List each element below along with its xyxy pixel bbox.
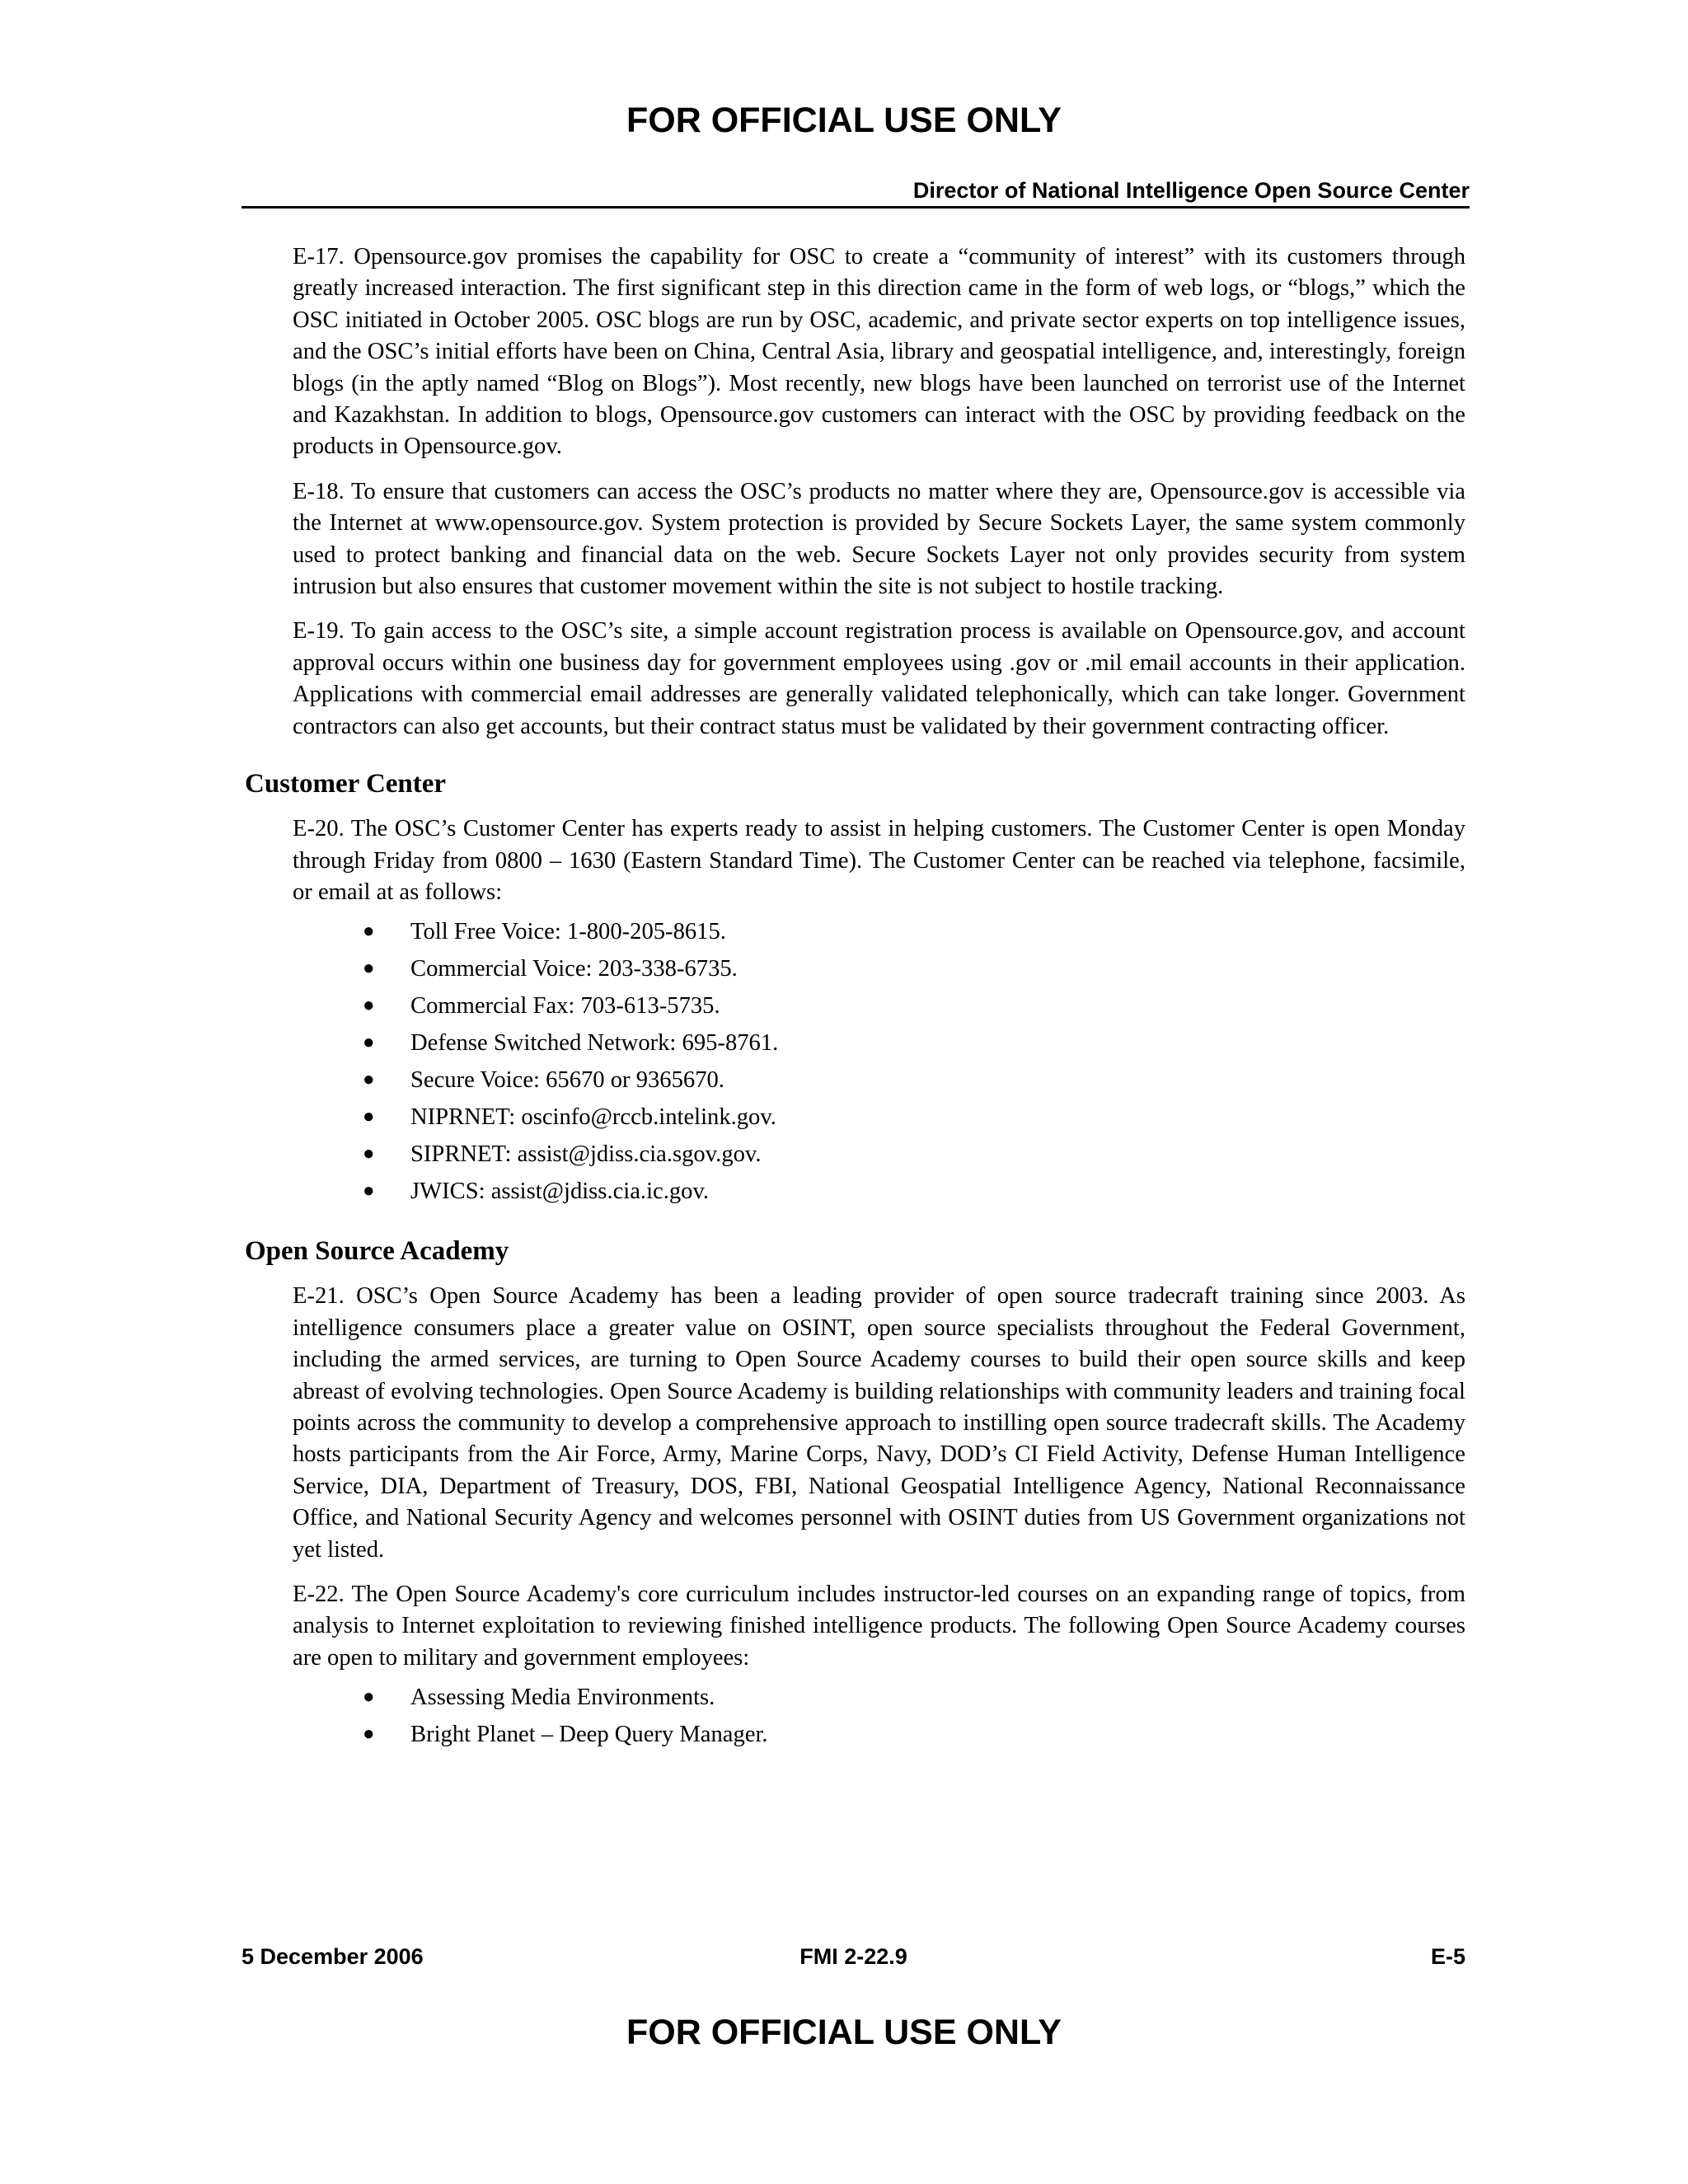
list-item <box>293 1062 1465 1099</box>
footer-page-number: E-5 <box>1430 1944 1465 1969</box>
list-item <box>293 1024 1465 1062</box>
bullet-icon: ● <box>363 1032 375 1054</box>
list-item <box>293 913 1465 950</box>
contact-jwics: JWICS: assist@jdiss.cia.ic.gov. <box>410 1179 710 1205</box>
course-assessing-media: Assessing Media Environments. <box>410 1685 715 1711</box>
list-item <box>293 987 1465 1024</box>
list-item <box>293 1099 1465 1136</box>
course-list <box>293 1679 1465 1753</box>
bullet-icon: ● <box>363 1106 375 1128</box>
classification-banner-top: FOR OFFICIAL USE ONLY <box>626 101 1062 140</box>
contact-toll-free: Toll Free Voice: 1-800-205-8615. <box>410 919 726 945</box>
contact-commercial-voice: Commercial Voice: 203-338-6735. <box>410 956 738 982</box>
running-head: Director of National Intelligence Open Source Center <box>912 178 1470 203</box>
contact-list <box>293 913 1465 1210</box>
list-item <box>293 1173 1465 1210</box>
header-rule <box>241 206 1470 209</box>
paragraph-e21: E-21. OSC’s Open Source Academy has been a leading provider of open source tradecraft training since 2003. As intelligence consumers place a greater value on OSINT, open source specialists throughout the Federal Government, including the armed services, are turning to Open Source Academy courses to build their open source skills and keep abreast of evolving technologies. Open Source Academy is building relationships with community leaders and training focal points across the community to develop a comprehensive approach to instilling open source tradecraft skills. The Academy hosts participants from the Air Force, Army, Marine Corps, Navy, DOD’s CI Field Activity, Defense Human Intelligence Service, DIA, Department of Treasury, DOS, FBI, National Geospatial Intelligence Agency, National Reconnaissance Office, and National Security Agency and welcomes personnel with OSINT duties from US Government organizations not yet listed. <box>293 1283 1465 1563</box>
paragraph-e18: E-18. To ensure that customers can access the OSC’s products no matter where they are, Opensource.gov is accessible via the Internet at www.opensource.gov. System protection is provided by Secure Sockets Layer, the same system commonly used to protect banking and financial data on the web. Secure Sockets Layer not only provides security from system intrusion but also ensures that customer movement within the site is not subject to hostile tracking. <box>293 478 1465 600</box>
footer-doc-id: FMI 2-22.9 <box>799 1944 907 1969</box>
classification-banner-bottom: FOR OFFICIAL USE ONLY <box>626 2013 1062 2052</box>
paragraph-e17: E-17. Opensource.gov promises the capability for OSC to create a “community of interest” with its customers through greatly increased interaction. The first significant step in this direction came in the form of web logs, or “blogs,” which the OSC initiated in October 2005. OSC blogs are run by OSC, academic, and private sector experts on top intelligence issues, and the OSC’s initial efforts have been on China, Central Asia, library and geospatial intelligence, and, interestingly, foreign blogs (in the aptly named “Blog on Blogs”). Most recently, new blogs have been launched on terrorist use of the Internet and Kazakhstan. In addition to blogs, Opensource.gov customers can interact with the OSC by providing feedback on the products in Opensource.gov. <box>293 244 1465 460</box>
contact-dsn: Defense Switched Network: 695-8761. <box>410 1030 779 1057</box>
bullet-icon: ● <box>363 1686 375 1708</box>
footer-date: 5 December 2006 <box>241 1944 424 1969</box>
section-heading-customer-center: Customer Center <box>245 769 447 799</box>
page-footer <box>241 1943 1465 1971</box>
bullet-icon: ● <box>363 1723 375 1746</box>
contact-commercial-fax: Commercial Fax: 703-613-5735. <box>410 993 720 1019</box>
bullet-icon: ● <box>363 995 375 1017</box>
contact-secure-voice: Secure Voice: 65670 or 9365670. <box>410 1067 724 1094</box>
paragraph-e20: E-20. The OSC’s Customer Center has experts ready to assist in helping customers. The Customer Center is open Monday through Friday from 0800 – 1630 (Eastern Standard Time). The Customer Center can be reached via telephone, facsimile, or email at as follows: <box>293 816 1465 905</box>
list-item <box>293 1679 1465 1716</box>
page-body <box>245 241 1465 1753</box>
bullet-icon: ● <box>363 1180 375 1202</box>
contact-siprnet: SIPRNET: assist@jdiss.cia.sgov.gov. <box>410 1141 762 1168</box>
paragraph-e19: E-19. To gain access to the OSC’s site, a simple account registration process is available on Opensource.gov, and account approval occurs within one business day for government employees using .gov or .mil email accounts in their application. Applications with commercial email addresses are generally validated telephonically, which can take longer. Government contractors can also get accounts, but their contract status must be validated by their government contracting officer. <box>293 618 1465 739</box>
paragraph-e22: E-22. The Open Source Academy's core curriculum includes instructor-led courses on an expanding range of topics, from analysis to Internet exploitation to reviewing finished intelligence products. The following Open Source Academy courses are open to military and government employees: <box>293 1581 1465 1671</box>
bullet-icon: ● <box>363 1069 375 1091</box>
list-item <box>293 950 1465 987</box>
course-bright-planet: Bright Planet – Deep Query Manager. <box>410 1722 768 1748</box>
bullet-icon: ● <box>363 958 375 980</box>
bullet-icon: ● <box>363 1143 375 1165</box>
list-item <box>293 1716 1465 1753</box>
bullet-icon: ● <box>363 921 375 943</box>
list-item <box>293 1136 1465 1173</box>
section-heading-open-source-academy: Open Source Academy <box>245 1236 509 1267</box>
contact-niprnet: NIPRNET: oscinfo@rccb.intelink.gov. <box>410 1104 776 1131</box>
